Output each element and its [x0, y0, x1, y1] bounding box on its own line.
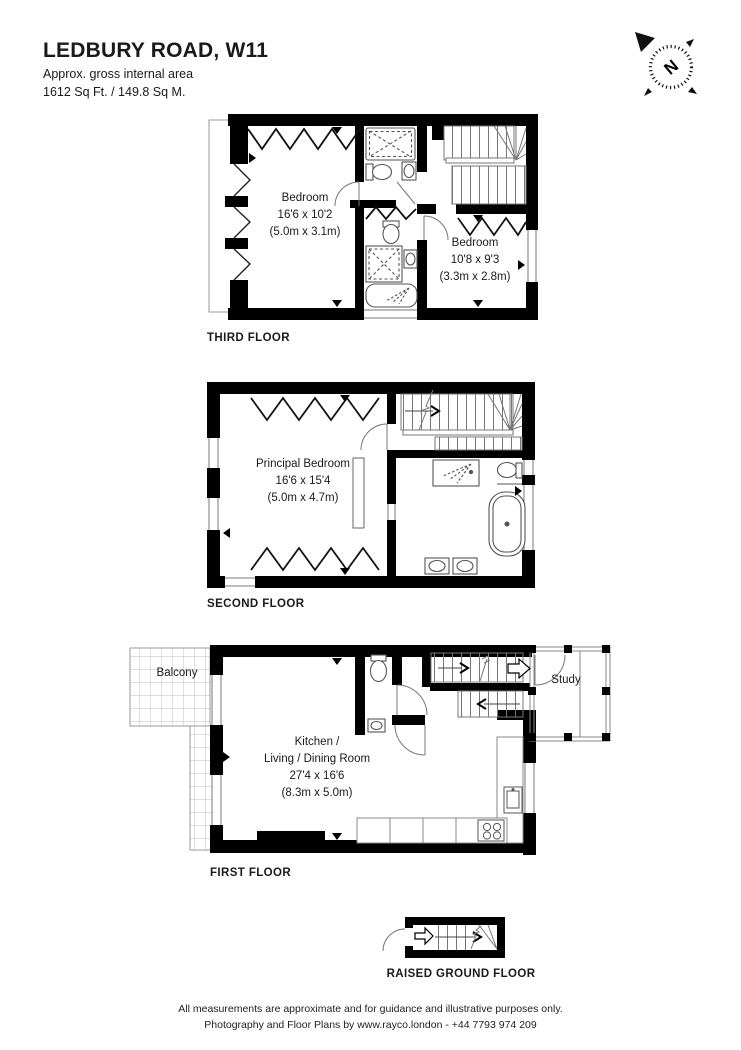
room-size-metric: (8.3m x 5.0m): [281, 787, 353, 799]
room-label-kitchen-living-dining: [264, 734, 370, 802]
room-size-imperial: 16'6 x 15'4: [275, 475, 331, 487]
room-label-third-bedroom2: [440, 235, 511, 286]
second-floor-plan: [205, 380, 537, 590]
room-size-metric: (5.0m x 3.1m): [269, 226, 341, 238]
kitchen-counters: [357, 737, 523, 843]
shutter-zigzags: [234, 164, 250, 280]
wc-fixtures: [368, 655, 387, 732]
stairs: [444, 126, 526, 204]
compass-icon: [628, 26, 708, 106]
room-size-metric: (5.0m x 4.7m): [267, 492, 339, 504]
footer-credit: Photography and Floor Plans by www.rayco.london - +44 7793 974 209: [204, 1019, 537, 1031]
study-frame: [528, 645, 610, 741]
floor-label-raised-ground: RAISED GROUND FLOOR: [386, 968, 536, 980]
room-name: Principal Bedroom: [256, 458, 350, 470]
bathroom-fixtures: [366, 128, 417, 307]
compass-north-label: N: [660, 56, 683, 79]
roof-outline: [209, 120, 230, 312]
room-name-line1: Kitchen /: [294, 736, 340, 748]
room-name: Bedroom: [451, 237, 499, 249]
floor-label-third: THIRD FLOOR: [207, 332, 290, 344]
room-size-imperial: 16'6 x 10'2: [277, 209, 333, 221]
area-note: Approx. gross internal area: [43, 67, 194, 81]
room-label-balcony: Balcony: [156, 667, 198, 679]
bathroom-fixtures: [425, 460, 525, 574]
area-value: 1612 Sq Ft. / 149.8 Sq M.: [43, 85, 186, 99]
room-label-third-bedroom1: [270, 190, 341, 241]
stairs: [401, 390, 522, 450]
page-title: LEDBURY ROAD, W11: [43, 39, 269, 62]
doors: [383, 929, 405, 951]
footer-disclaimer: All measurements are approximate and for guidance and illustrative purposes only.: [178, 1003, 563, 1015]
room-size-imperial: 10'8 x 9'3: [450, 254, 500, 266]
doors: [361, 424, 387, 450]
room-size-imperial: 27'4 x 16'6: [289, 770, 345, 782]
first-floor-plan: [128, 643, 620, 858]
floor-label-first: FIRST FLOOR: [210, 867, 292, 879]
room-name-line2: Living / Dining Room: [263, 753, 371, 765]
floor-label-second: SECOND FLOOR: [207, 598, 305, 610]
raised-ground-floor-plan: [375, 903, 525, 965]
room-size-metric: (3.3m x 2.8m): [439, 271, 511, 283]
room-label-study: Study: [551, 674, 581, 686]
third-floor-plan: [200, 112, 540, 320]
room-name: Bedroom: [281, 192, 329, 204]
room-label-principal-bedroom: [256, 456, 350, 507]
